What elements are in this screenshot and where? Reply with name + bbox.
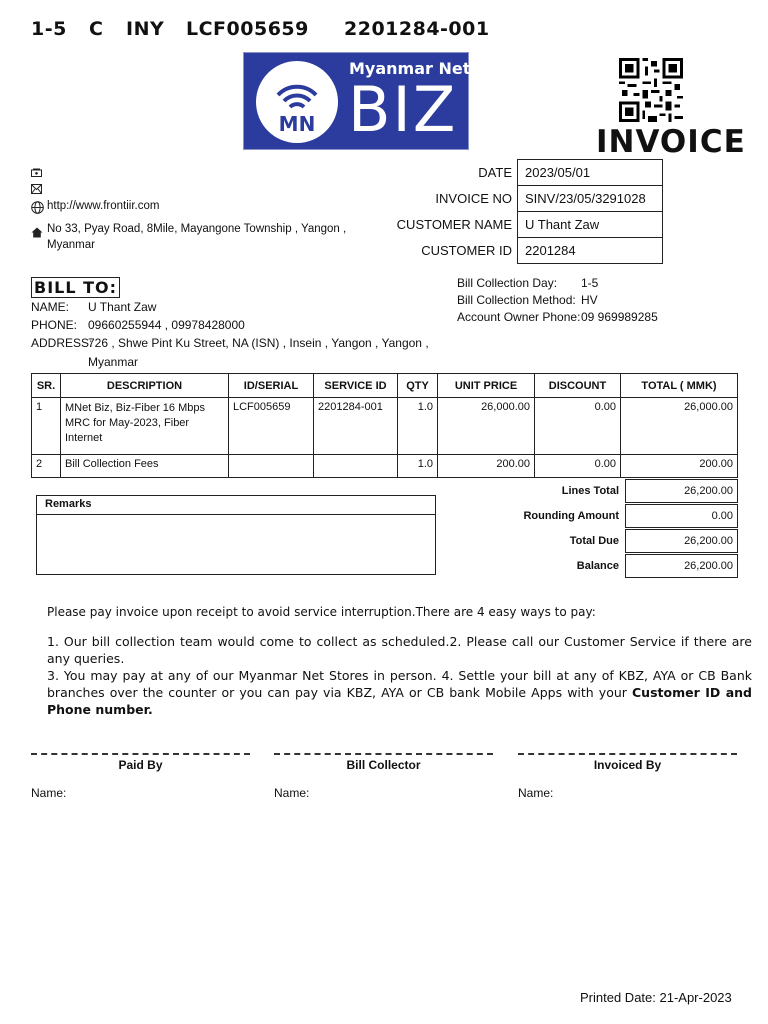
company-address: No 33, Pyay Road, 8Mile, Mayangone Township , Yangon , — [47, 223, 347, 235]
payment-emphasis: Customer ID and Phone number. — [47, 685, 752, 717]
bill-to-name: U Thant Zaw — [88, 300, 157, 314]
cell-qty: 1.0 — [398, 455, 438, 478]
cell-sr: 1 — [32, 398, 61, 455]
column-header-sr: SR. — [32, 374, 61, 398]
logo-mark: MN — [278, 112, 316, 136]
route-code: 1-5 — [31, 18, 67, 40]
remarks-label: Remarks — [37, 496, 435, 515]
table-row — [32, 455, 738, 478]
column-header-total: TOTAL ( MMK) — [621, 374, 738, 398]
meta-value: 2023/05/01 — [518, 160, 663, 186]
type-code: INY — [126, 18, 165, 40]
signature-line-invoiced-by — [518, 753, 737, 755]
payment-instructions — [47, 633, 752, 718]
paid-by-label: Paid By — [118, 758, 163, 772]
rounding-amount-value: 0.00 — [625, 504, 738, 528]
cell-total: 200.00 — [621, 455, 738, 478]
owner-phone: 09 969989285 — [581, 310, 658, 324]
rounding-amount-label: Rounding Amount — [523, 510, 619, 522]
globe-icon — [31, 201, 43, 213]
meta-label: CUSTOMER ID — [421, 243, 512, 258]
printed-date: Printed Date: 21-Apr-2023 — [580, 990, 732, 1005]
meta-row-customer-id — [384, 238, 663, 264]
code: C — [89, 18, 104, 40]
meta-label: INVOICE NO — [435, 191, 512, 206]
paid-by-name-label: Name: — [31, 786, 67, 800]
meta-value: SINV/23/05/3291028 — [518, 186, 663, 212]
cell-description: MNet Biz, Biz-Fiber 16 Mbps MRC for May-2023, Fiber Internet — [61, 398, 229, 455]
collection-method: HV — [581, 293, 598, 307]
bill-collector-label: Bill Collector — [346, 758, 421, 772]
remarks-box — [36, 495, 436, 575]
line-items-table — [31, 373, 738, 478]
bill-collector-name-label: Name: — [274, 786, 310, 800]
column-header-serial: ID/SERIAL — [229, 374, 314, 398]
meta-value: 2201284 — [518, 238, 663, 264]
table-header-row — [32, 374, 738, 398]
service-number: 2201284-001 — [344, 18, 490, 40]
meta-label: CUSTOMER NAME — [396, 217, 512, 232]
cell-qty: 1.0 — [398, 398, 438, 455]
bill-to-phone-label: PHONE: — [31, 318, 78, 332]
cell-sr: 2 — [32, 455, 61, 478]
bill-to-heading: BILL TO: — [31, 277, 120, 298]
company-website[interactable]: http://www.frontiir.com — [47, 200, 160, 212]
bill-to-address-line2: Myanmar — [88, 355, 139, 369]
meta-row-customer-name — [384, 212, 663, 238]
table-row — [32, 398, 738, 455]
invoice-meta-table — [384, 159, 663, 264]
signature-line-paid-by — [31, 753, 250, 755]
cell-total: 26,000.00 — [621, 398, 738, 455]
payment-line-2 — [47, 667, 752, 718]
total-due-label: Total Due — [569, 535, 619, 547]
payment-intro: Please pay invoice upon receipt to avoid service interruption.There are 4 easy ways to pay: — [47, 605, 596, 619]
balance-value: 26,200.00 — [625, 554, 738, 578]
owner-phone-label: Account Owner Phone: — [457, 310, 581, 324]
qr-code-icon — [618, 58, 684, 122]
account-number: LCF005659 — [186, 18, 309, 40]
collection-day: 1-5 — [581, 276, 599, 290]
email-icon — [31, 181, 43, 193]
cell-discount: 0.00 — [535, 455, 621, 478]
column-header-qty: QTY — [398, 374, 438, 398]
total-due-value: 26,200.00 — [625, 529, 738, 553]
bill-to-name-label: NAME: — [31, 300, 70, 314]
logo-brand: Myanmar Net — [349, 59, 471, 78]
cell-unit-price: 200.00 — [438, 455, 535, 478]
meta-label: DATE — [478, 165, 512, 180]
invoiced-by-label: Invoiced By — [593, 758, 662, 772]
phone-icon — [31, 164, 43, 176]
company-address-line2: Myanmar — [47, 239, 95, 251]
meta-row-date — [384, 160, 663, 186]
lines-total-label: Lines Total — [561, 485, 619, 497]
column-header-description: DESCRIPTION — [61, 374, 229, 398]
bill-to-address-label: ADDRESS: — [31, 336, 93, 350]
logo-emblem — [256, 61, 338, 143]
meta-row-invoice-no — [384, 186, 663, 212]
signature-line-bill-collector — [274, 753, 493, 755]
balance-label: Balance — [576, 560, 619, 572]
bill-to-address: 726 , Shwe Pint Ku Street, NA (ISN) , Insein , Yangon , Yangon , — [88, 336, 429, 350]
bill-to-phone: 09660255944 , 09978428000 — [88, 318, 245, 332]
collection-day-label: Bill Collection Day: — [457, 276, 558, 290]
logo-product: BIZ — [348, 73, 458, 146]
cell-service-id: 2201284-001 — [314, 398, 398, 455]
column-header-discount: DISCOUNT — [535, 374, 621, 398]
column-header-unit-price: UNIT PRICE — [438, 374, 535, 398]
company-logo — [243, 52, 469, 150]
cell-service-id — [314, 455, 398, 478]
column-header-service-id: SERVICE ID — [314, 374, 398, 398]
payment-line-1: 1. Our bill collection team would come to collect as scheduled.2. Please call our Customer Service if there are any queries. — [47, 634, 752, 666]
lines-total-value: 26,200.00 — [625, 479, 738, 503]
invoiced-by-name-label: Name: — [518, 786, 554, 800]
cell-description: Bill Collection Fees — [61, 455, 229, 478]
cell-serial — [229, 455, 314, 478]
cell-unit-price: 26,000.00 — [438, 398, 535, 455]
home-icon — [31, 225, 43, 237]
wifi-icon — [256, 61, 338, 143]
invoice-title: INVOICE — [596, 124, 746, 160]
cell-serial: LCF005659 — [229, 398, 314, 455]
payment-line-2-text: 3. You may pay at any of our Myanmar Net Stores in person. 4. Settle your bill at any of KBZ, AYA or CB Bank branches over the counter or you can pay via KBZ, AYA or CB bank Mobile Apps with your — [47, 668, 752, 700]
collection-method-label: Bill Collection Method: — [457, 293, 576, 307]
cell-discount: 0.00 — [535, 398, 621, 455]
meta-value: U Thant Zaw — [518, 212, 663, 238]
